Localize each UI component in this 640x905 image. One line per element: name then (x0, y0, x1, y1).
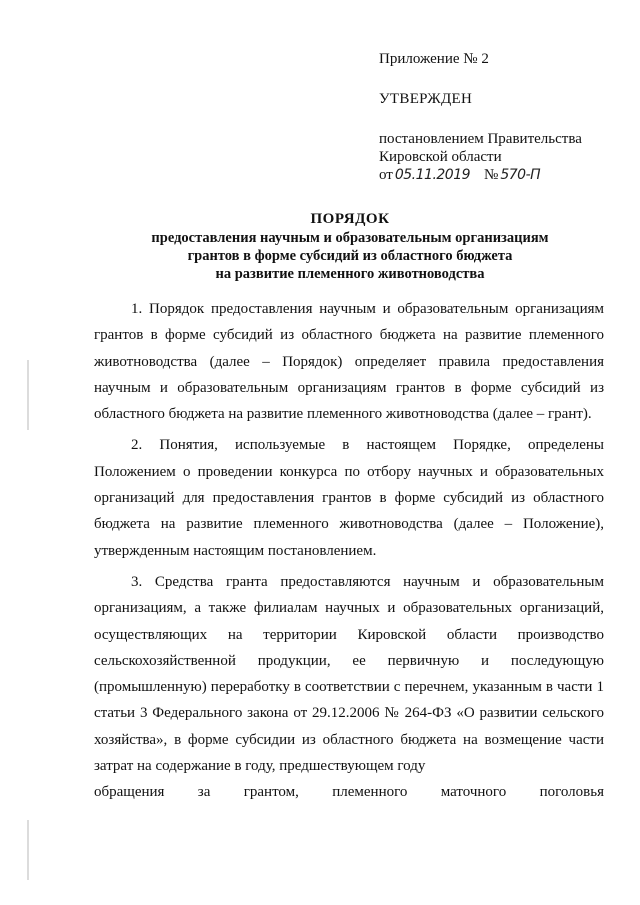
last-line-word: маточного (440, 784, 507, 801)
handwritten-number: 570-П (500, 167, 541, 183)
paragraph-2: 2. Понятия, используемые в настоящем Порядке, определены Положением о проведении конкурса по отбору научных и образовательных организаций для предоставления грантов в форме субсидий из областного бюджета на развитие племенного животноводства (далее – Положение), утвержденным настоящим постановлением. (94, 437, 604, 559)
subtitle-line-2: грантов в форме субсидий из областного бюджета (187, 248, 513, 264)
date-prefix: от (379, 167, 393, 183)
decree-date-number (379, 166, 619, 184)
approval-stamp (379, 50, 619, 184)
last-line-word: за (197, 784, 211, 801)
scan-margin-mark (27, 820, 29, 880)
title-heading: ПОРЯДОК (310, 211, 390, 227)
paragraph-3-last-line (94, 779, 604, 805)
decree-line-2: Кировской области (379, 149, 502, 165)
scan-margin-mark (27, 360, 29, 430)
document-title (95, 210, 605, 283)
number-group (484, 167, 540, 183)
subtitle-line-1: предоставления научным и образовательным организациям (151, 230, 549, 246)
paragraph-1: 1. Порядок предоставления научным и образовательным организациям грантов в форме субсидий из областного бюджета на развитие племенного животноводства (далее – Порядок) определяет правила предоставления научным и образовательным организациям грантов в форме субсидий из областного бюджета на развитие племенного животноводства (далее – грант). (94, 301, 604, 423)
handwritten-date: 05.11.2019 (394, 167, 471, 183)
paragraph-3: 3. Средства гранта предоставляются научным и образовательным организациям, а также филиалам научных и образовательных организаций, осуществляющих на территории Кировской области производство сельскохозяйственной продукции, ее первичную и последующую (промышленную) переработку в соответствии с перечнем, указанным в части 1 статьи 3 Федерального закона от 29.12.2006 № 264-ФЗ «О развитии сельского хозяйства», в форме субсидии из областного бюджета на возмещение части затрат на содержание в году, предшествующем году (94, 573, 604, 775)
subtitle-line-3: на развитие племенного животноводства (215, 266, 485, 282)
approved-label: УТВЕРЖДЕН (379, 91, 473, 107)
annex-label: Приложение № 2 (379, 51, 489, 67)
decree-line-1: постановлением Правительства (379, 131, 582, 147)
number-prefix: № (484, 167, 499, 183)
date-group (379, 167, 470, 183)
last-line-word: обращения (94, 784, 165, 801)
last-line-word: поголовья (539, 784, 604, 801)
document-body (94, 296, 604, 806)
last-line-word: грантом, (243, 784, 299, 801)
last-line-word: племенного (332, 784, 408, 801)
